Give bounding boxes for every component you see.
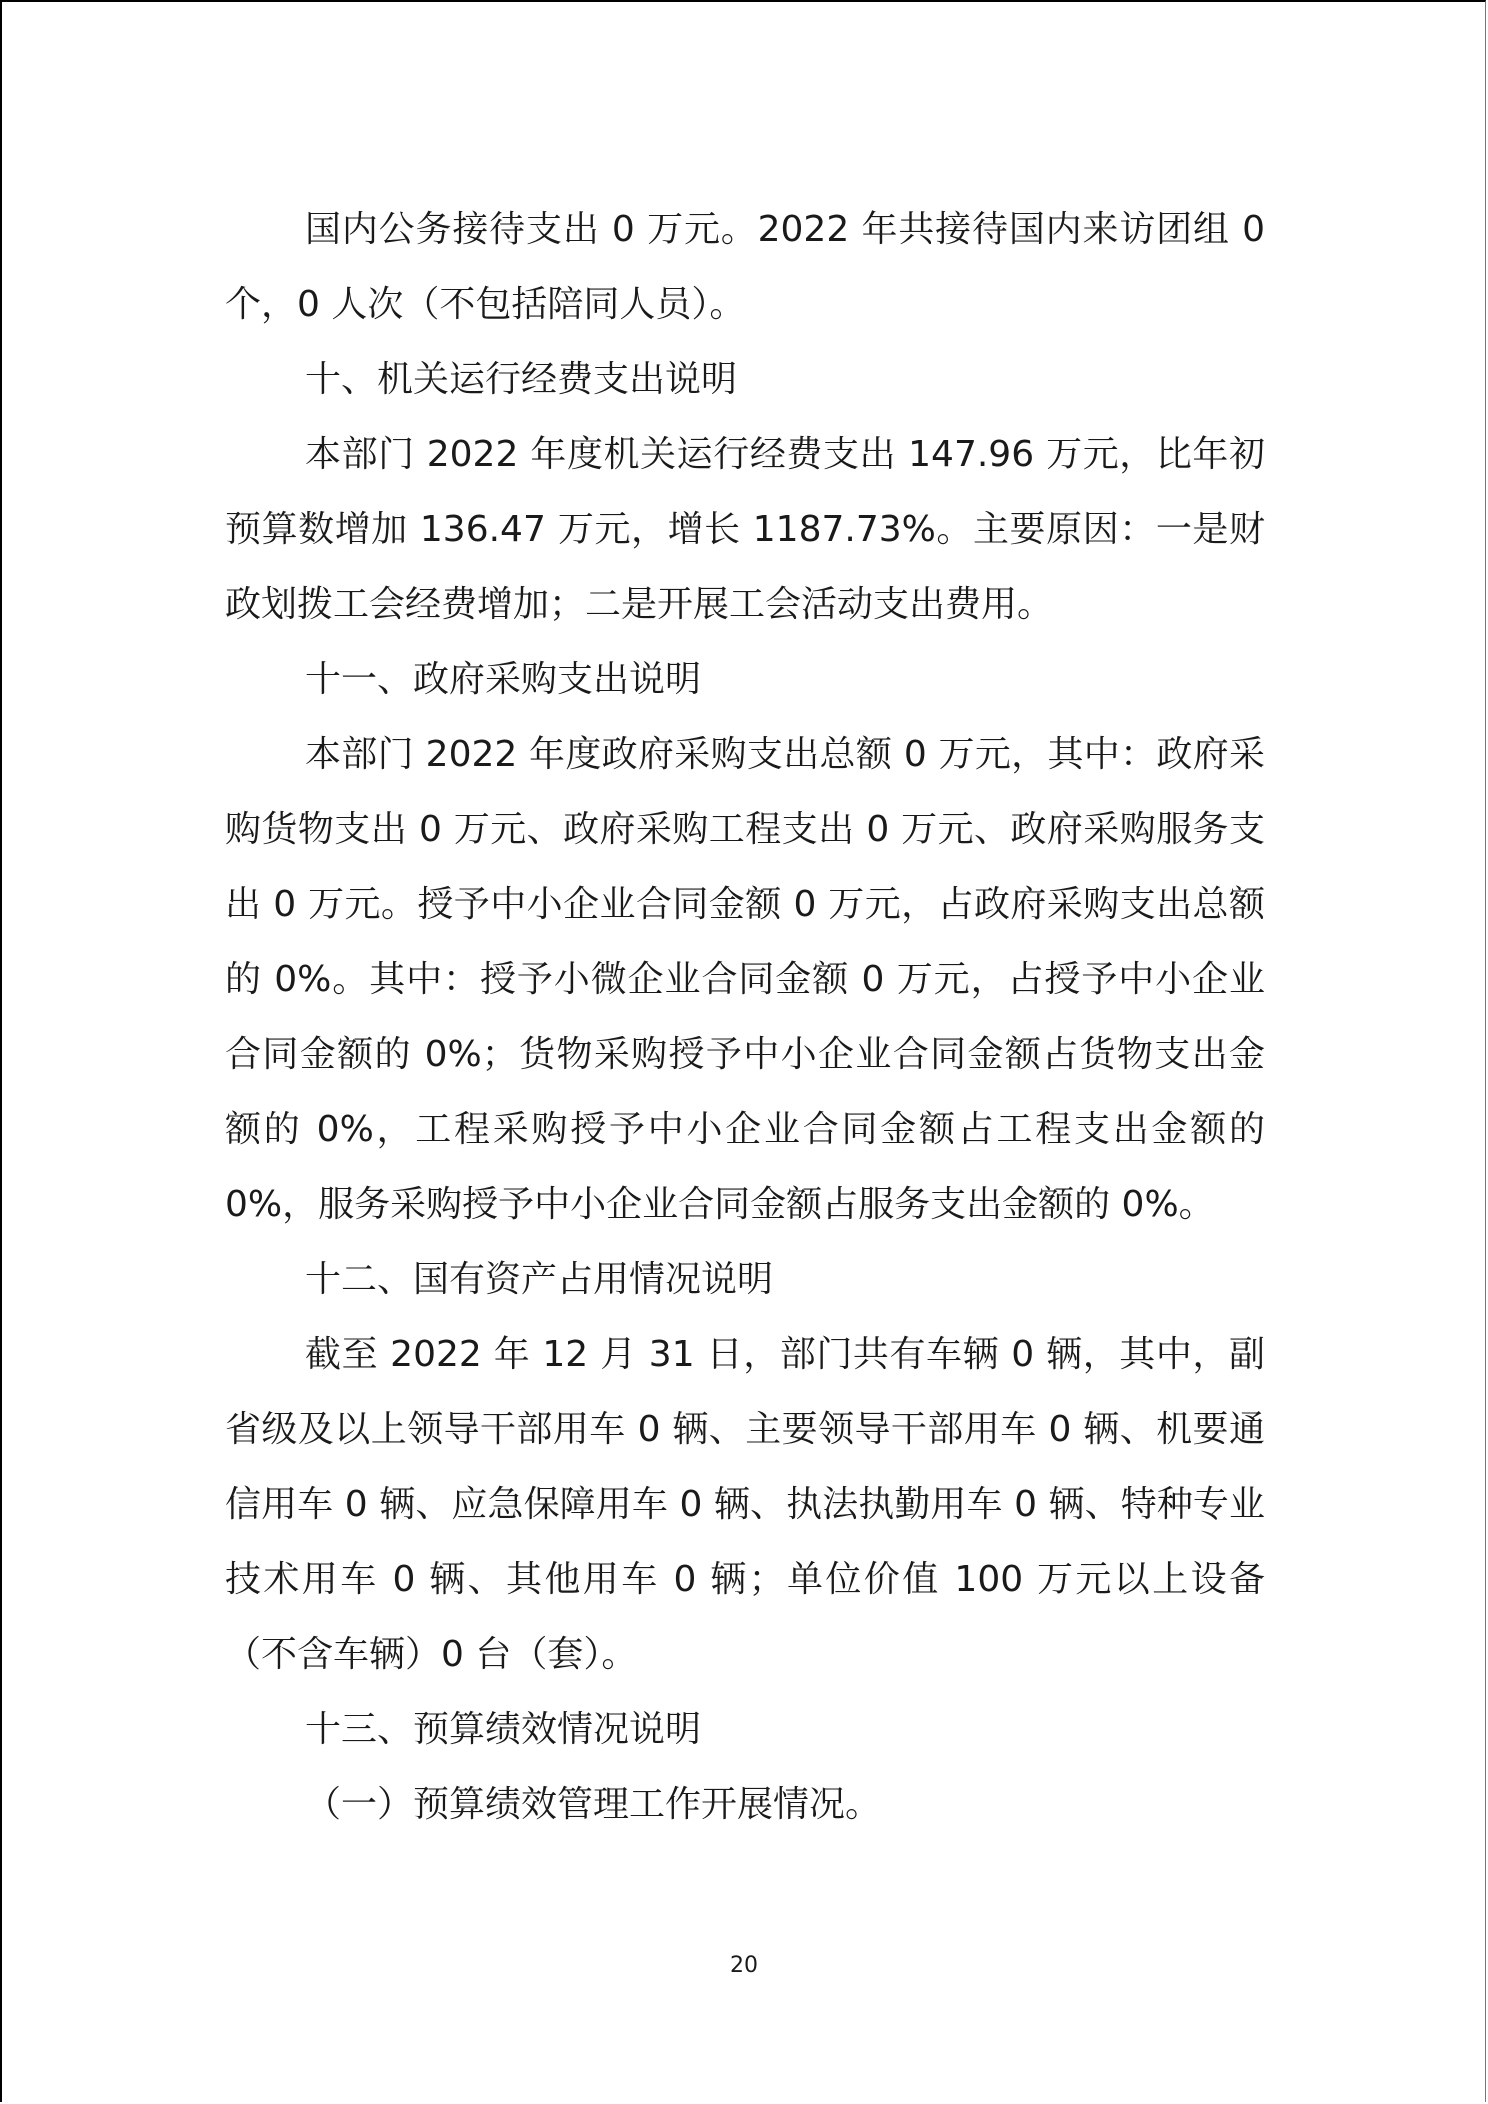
subheading-performance-management: （一）预算绩效管理工作开展情况。 — [305, 1784, 882, 1825]
page-number: 20 — [730, 1953, 758, 1978]
paragraph-state-assets: 截至 2022 年 12 月 31 日，部门共有车辆 0 辆，其中，副省级及以上领导干部用车 0 辆、主要领导干部用车 0 辆、机要通信用车 0 辆、应急保障用车 0 辆、执法执勤用车 0 辆、特种专业技术用车 0 辆、其他用车 0 辆；单位价值 100 万元以上设备（不含车辆）0 台（套）。 — [225, 1334, 1265, 1675]
heading-section-13: 十三、预算绩效情况说明 — [305, 1709, 702, 1750]
document-body — [225, 192, 1265, 1842]
heading-section-10: 十、机关运行经费支出说明 — [305, 359, 738, 400]
heading-section-12: 十二、国有资产占用情况说明 — [305, 1259, 774, 1300]
paragraph-operating-expenses: 本部门 2022 年度机关运行经费支出 147.96 万元，比年初预算数增加 136.47 万元，增长 1187.73%。主要原因：一是财政划拨工会经费增加；二是开展工会活动支出费用。 — [225, 434, 1265, 625]
paragraph-procurement: 本部门 2022 年度政府采购支出总额 0 万元，其中：政府采购货物支出 0 万元、政府采购工程支出 0 万元、政府采购服务支出 0 万元。授予中小企业合同金额 0 万元，占政府采购支出总额的 0%。其中：授予小微企业合同金额 0 万元，占授予中小企业合同金额的 0%；货物采购授予中小企业合同金额占货物支出金额的 0%，工程采购授予中小企业合同金额占工程支出金额的 0%，服务采购授予中小企业合同金额占服务支出金额的 0%。 — [225, 734, 1265, 1225]
paragraph-reception-spending: 国内公务接待支出 0 万元。2022 年共接待国内来访团组 0 个，0 人次（不包括陪同人员）。 — [225, 209, 1265, 325]
heading-section-11: 十一、政府采购支出说明 — [305, 659, 702, 700]
